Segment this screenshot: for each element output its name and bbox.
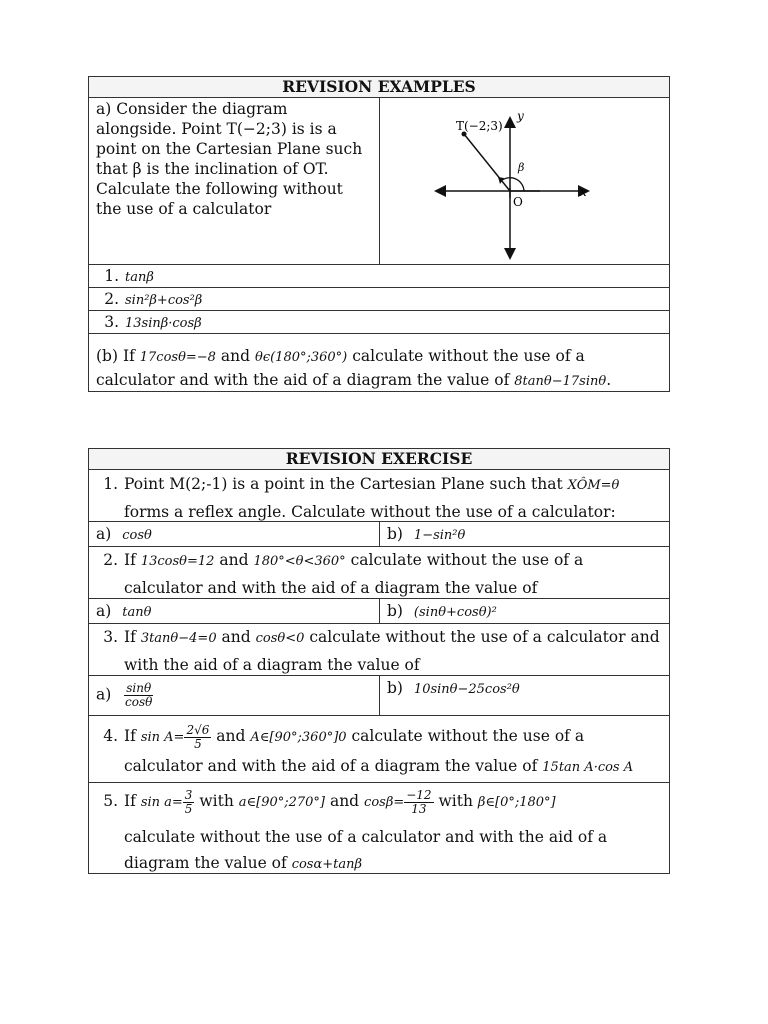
point-t-label: T(−2;3) — [456, 119, 503, 133]
q5-pre: If — [124, 792, 136, 810]
q2-and: and — [219, 551, 249, 569]
q3-condition-2: cosθ<0 — [255, 631, 305, 646]
item-number: 3. — [104, 313, 119, 331]
fraction-denominator: 5 — [194, 736, 202, 751]
q3-post: calculate without the use of a calculator and with the aid of a diagram the value of — [124, 628, 660, 674]
q4-lhs: sin A= — [140, 730, 185, 745]
fraction-denominator: 13 — [411, 801, 427, 816]
q2-pre: If — [124, 551, 136, 569]
q4-body — [124, 721, 662, 781]
q4-fraction — [184, 724, 211, 751]
part-label: a) — [96, 685, 112, 704]
part-b-text — [89, 334, 669, 393]
q1-part-a — [96, 522, 152, 546]
q1-part-b — [387, 522, 465, 546]
examples-item-2 — [89, 287, 669, 310]
q2-condition-2: 180°<θ<360° — [253, 554, 346, 569]
examples-header — [89, 77, 669, 97]
fraction-denominator: cosθ — [125, 695, 153, 709]
origin-label: O — [513, 195, 523, 209]
q5-fraction-2 — [404, 789, 433, 816]
part-expression: tanθ — [122, 605, 152, 620]
x-axis-label: x — [580, 185, 587, 199]
q2-row — [89, 546, 669, 598]
part-expression: 10sinθ−25cos²θ — [413, 682, 520, 697]
q5-text — [89, 783, 669, 878]
examples-intro-cell — [89, 98, 379, 264]
part-expression: (sinθ+cosθ)² — [413, 605, 497, 620]
part-expression: cosθ — [122, 528, 152, 543]
part-b-expression: 8tanθ−17sinθ — [514, 374, 607, 389]
part-b-end: . — [606, 371, 612, 389]
q4-number: 4. — [103, 727, 118, 745]
q2-text — [89, 547, 669, 601]
part-b-condition-1: 17cosθ=−8 — [139, 350, 216, 365]
q3-condition-1: 3tanθ−4=0 — [140, 631, 217, 646]
q3-part-b — [387, 678, 520, 715]
q2-part-a — [96, 599, 151, 623]
part-label: b) — [387, 679, 403, 697]
q5-with-1: with — [199, 792, 234, 810]
item-expression: tanβ — [125, 270, 154, 285]
q5-line-2 — [124, 824, 662, 878]
part-b-pre: (b) If — [96, 347, 135, 365]
item-number: 2. — [104, 290, 119, 308]
q4-line-2 — [124, 753, 662, 781]
q5-number: 5. — [103, 792, 118, 810]
q3-row — [89, 623, 669, 675]
item-expression: 13sinβ·cosβ — [125, 316, 202, 331]
q2-number: 2. — [103, 551, 118, 569]
q3-and: and — [221, 628, 251, 646]
examples-item-1 — [89, 264, 669, 287]
q1-angle: XÔM=θ — [567, 478, 620, 493]
q5-with-2: with — [438, 792, 473, 810]
q5-row — [89, 782, 669, 875]
part-expression: 1−sin²θ — [413, 528, 466, 543]
exercise-header — [89, 449, 669, 469]
q3-parts-row — [89, 675, 669, 715]
q2-part-b — [387, 599, 497, 623]
q3-pre: If — [124, 628, 136, 646]
item-expression: sin²β+cos²β — [125, 293, 203, 308]
q5-body — [124, 785, 662, 878]
examples-part-b — [89, 333, 669, 392]
angle-label: β — [518, 161, 525, 174]
fraction-denominator: 5 — [184, 801, 193, 816]
q4-and: and — [216, 727, 246, 745]
examples-intro-row — [89, 97, 669, 264]
q3-part-a — [96, 682, 153, 715]
q4-post-2: calculator and with the aid of a diagram the value of — [124, 757, 538, 775]
examples-item-3 — [89, 310, 669, 333]
q1-parts-row — [89, 521, 669, 546]
q4-post-1: calculate without the use of a — [351, 727, 585, 745]
exercise-header-text: REVISION EXERCISE — [285, 449, 473, 468]
examples-intro-text: a) Consider the diagram alongside. Point T(−2;3) is is a point on the Cartesian Plane such that β is the inclination of OT. Calculate the following without the use of a calculator — [96, 100, 363, 218]
q3-part-a-fraction — [124, 682, 153, 709]
q2-post: calculate without the use of a calculator and with the aid of a diagram the value of — [124, 551, 584, 597]
q5-condition-2: β∈[0°;180°] — [477, 795, 556, 810]
part-b-and: and — [220, 347, 251, 365]
q1-text — [89, 470, 669, 525]
q2-body — [124, 547, 662, 601]
line-ot — [464, 134, 510, 191]
q5-fraction-1 — [183, 789, 195, 816]
q1-body — [124, 471, 662, 525]
y-axis-label: y — [517, 109, 524, 123]
item-number: 1. — [104, 267, 119, 285]
q4-condition: A∈[90°;360°]0 — [250, 730, 347, 745]
fraction-numerator: 3 — [184, 787, 193, 802]
fraction-numerator: 2√6 — [186, 722, 210, 737]
revision-examples-table — [88, 76, 670, 392]
q1-pre: Point M(2;-1) is a point in the Cartesian Plane such that — [124, 475, 563, 493]
q3-text — [89, 624, 669, 678]
q3-body — [124, 624, 662, 678]
q4-expression: 15tan A·cos A — [542, 760, 634, 775]
part-b-condition-2: θϵ(180°;360°) — [255, 350, 348, 365]
fraction-numerator: sinθ — [126, 681, 152, 695]
examples-header-text: REVISION EXAMPLES — [282, 77, 476, 96]
part-label: a) — [96, 602, 112, 620]
q5-post: calculate without the use of a calculator and with the aid of a diagram the value of — [124, 828, 608, 872]
part-label: b) — [387, 525, 403, 543]
q4-line-1 — [124, 721, 662, 753]
q5-expression: cosα+tanβ — [291, 857, 363, 872]
diagram-svg — [380, 98, 670, 264]
q4-text — [89, 716, 669, 781]
q1-row — [89, 469, 669, 521]
fraction-numerator: −12 — [406, 787, 432, 802]
q3-number: 3. — [103, 628, 118, 646]
q5-lhs-2: cosβ= — [364, 795, 405, 810]
q5-lhs-1: sin a= — [140, 795, 183, 810]
q4-pre: If — [124, 727, 136, 745]
part-label: a) — [96, 525, 112, 543]
revision-exercise-table — [88, 448, 670, 874]
cartesian-diagram — [380, 98, 669, 264]
q2-condition-1: 13cosθ=12 — [140, 554, 215, 569]
q5-and: and — [329, 792, 360, 810]
part-label: b) — [387, 602, 403, 620]
q5-condition-1: a∈[90°;270°] — [238, 795, 326, 810]
q4-row — [89, 715, 669, 782]
part-b-mid: calculate without the use of a calculator and with the aid of a diagram the value of — [96, 347, 585, 389]
q1-number: 1. — [103, 475, 118, 493]
q1-post: forms a reflex angle. Calculate without the use of a calculator: — [124, 503, 616, 521]
q2-parts-row — [89, 598, 669, 623]
q5-line-1 — [124, 785, 662, 819]
